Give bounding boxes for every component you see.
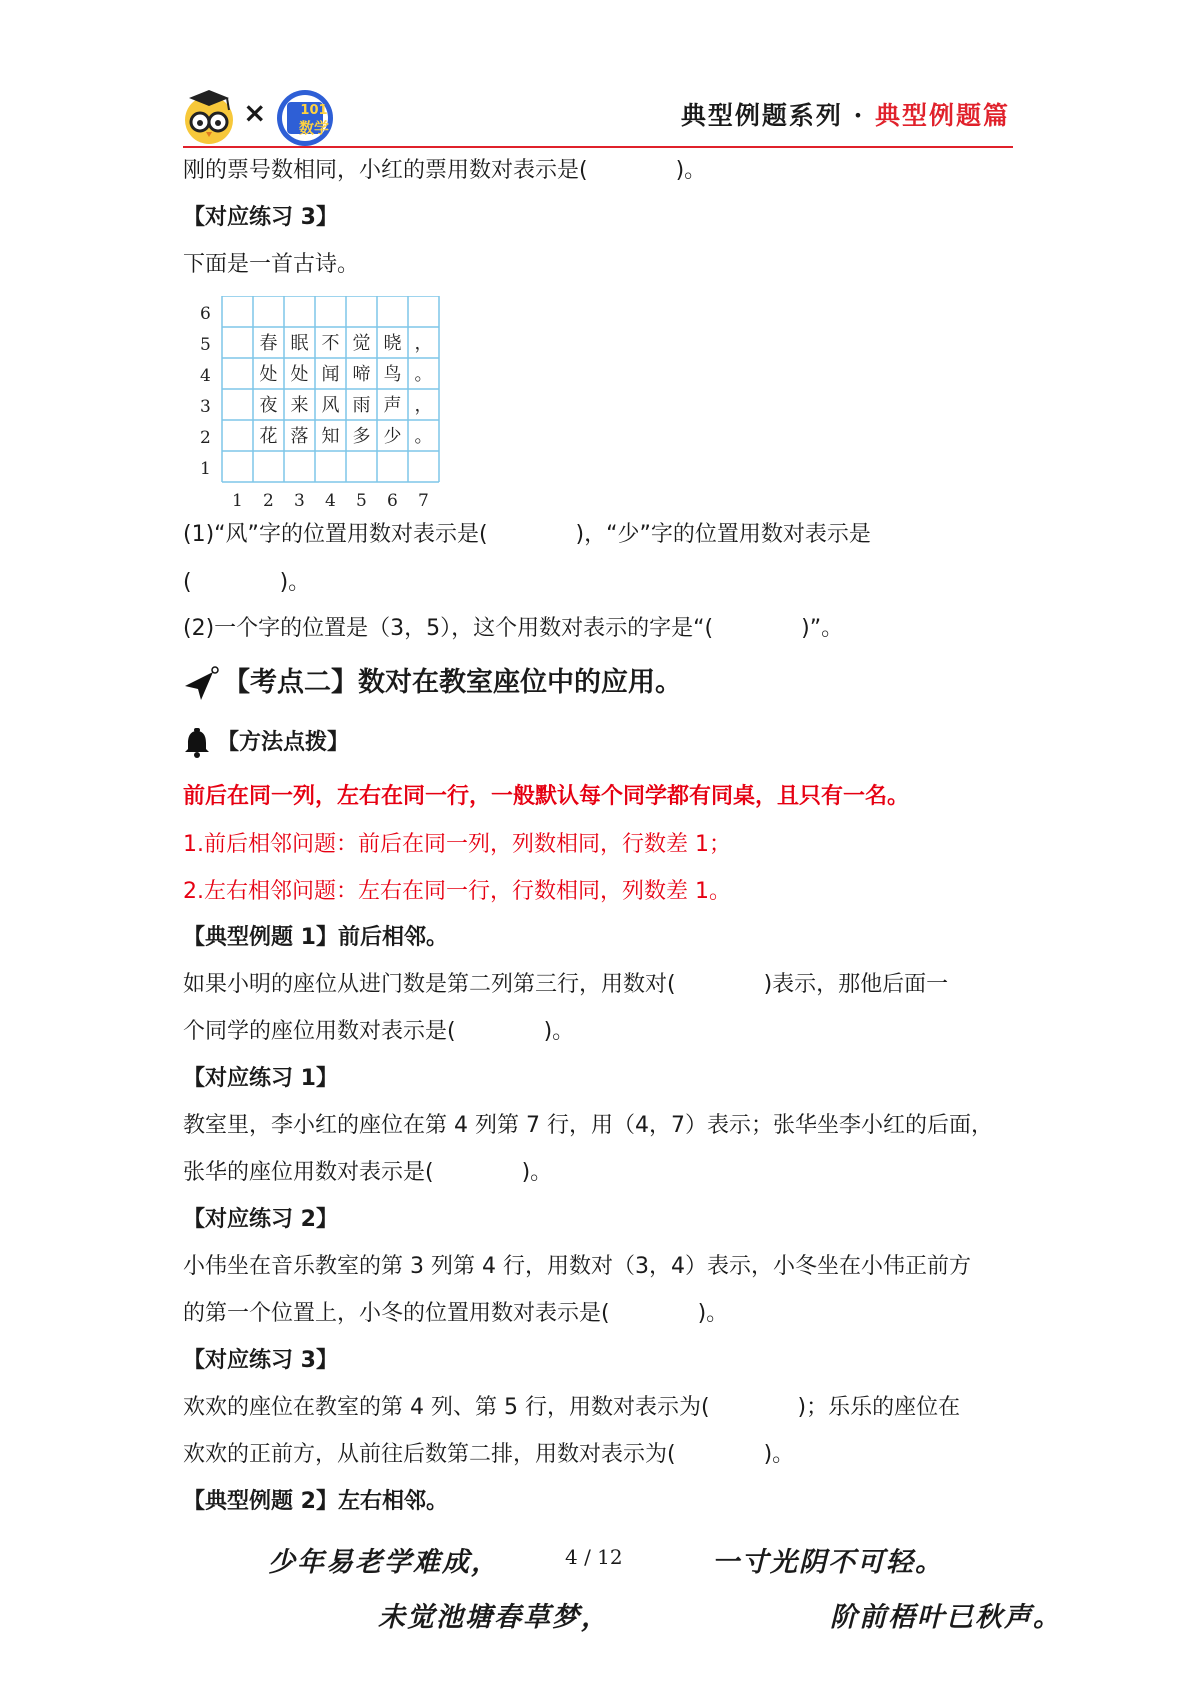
- row-label: 3: [200, 397, 211, 417]
- poem-character: 夜: [259, 395, 278, 416]
- example-title: 【典型例题 1】前后相邻。: [183, 925, 448, 950]
- column-label: 3: [294, 491, 305, 506]
- column-label: 7: [418, 491, 429, 506]
- poem-character: ，: [414, 395, 433, 416]
- row-label: 1: [200, 459, 211, 479]
- question-1: (1)“风”字的位置用数对表示是( )，“少”字的位置用数对表示是: [183, 522, 871, 547]
- practice-text: 欢欢的正前方，从前往后数第二排，用数对表示为( )。: [183, 1442, 795, 1467]
- poem-character: 眠: [290, 333, 309, 354]
- rule-2: 2.左右相邻问题：左右在同一行，行数相同，列数差 1。: [183, 879, 731, 904]
- header-series: 典型例题系列 ·: [680, 101, 875, 130]
- poem-character: 春: [259, 333, 278, 354]
- example-text: 如果小明的座位从进门数是第二列第三行，用数对( )表示，那他后面一: [183, 972, 949, 997]
- section-heading: [183, 665, 682, 702]
- question-1-cont: ( )。: [183, 570, 311, 595]
- bell-icon: [183, 728, 211, 758]
- column-label: 4: [325, 491, 336, 506]
- header-divider: [183, 146, 1013, 148]
- section-title: 【考点二】数对在教室座位中的应用。: [223, 667, 682, 698]
- column-label: 1: [232, 491, 243, 506]
- practice-text: 小伟坐在音乐教室的第 3 列第 4 行，用数对（3，4）表示，小冬坐在小伟正前方: [183, 1254, 971, 1279]
- footer-poem-line: 阶前梧叶已秋声。: [830, 1602, 1062, 1633]
- poem-character: 少: [383, 426, 402, 447]
- practice-title: 【对应练习 3】: [183, 1348, 338, 1373]
- text-line: 下面是一首古诗。: [183, 252, 360, 277]
- poem-character: 来: [290, 395, 309, 416]
- logo-badge-number: 101: [300, 103, 328, 118]
- row-label: 5: [200, 335, 211, 355]
- practice-text: 教室里，李小红的座位在第 4 列第 7 行，用（4，7）表示；张华坐李小红的后面，: [183, 1113, 993, 1138]
- practice-text: 欢欢的座位在教室的第 4 列、第 5 行，用数对表示为( )；乐乐的座位在: [183, 1395, 961, 1420]
- poem-character: 鸟: [383, 364, 402, 385]
- poem-character: 闻: [321, 364, 340, 385]
- logo-badge-text: 数学: [298, 119, 329, 137]
- poem-character: 落: [290, 426, 309, 447]
- poem-character: 雨: [352, 395, 371, 416]
- poem-character: 晓: [383, 333, 402, 354]
- poem-character: 啼: [352, 364, 371, 385]
- poem-character: 觉: [352, 333, 371, 354]
- poem-character: 花: [259, 426, 278, 447]
- poem-character: 不: [321, 333, 340, 354]
- poem-character: 处: [290, 364, 309, 385]
- poem-character: 知: [321, 426, 340, 447]
- example-text: 个同学的座位用数对表示是( )。: [183, 1019, 575, 1044]
- practice-text: 的第一个位置上，小冬的位置用数对表示是( )。: [183, 1301, 729, 1326]
- column-label: 2: [263, 491, 274, 506]
- row-label: 6: [200, 304, 211, 324]
- logo-times-sign: ×: [243, 96, 267, 129]
- method-title: 【方法点拨】: [217, 730, 350, 755]
- footer-poem-line: 少年易老学难成，: [268, 1547, 500, 1578]
- row-label: 2: [200, 428, 211, 448]
- poem-grid-svg: [198, 296, 458, 506]
- header-title: [681, 96, 1010, 132]
- practice-text: 张华的座位用数对表示是( )。: [183, 1160, 553, 1185]
- practice-title: 【对应练习 1】: [183, 1066, 338, 1091]
- column-label: 6: [387, 491, 398, 506]
- practice-title: 【对应练习 2】: [183, 1207, 338, 1232]
- navigation-arrow-icon: [183, 666, 219, 702]
- poem-character: 处: [259, 364, 278, 385]
- footer-poem-line: 未觉池塘春草梦，: [378, 1602, 610, 1633]
- question-2: (2)一个字的位置是（3，5），这个用数对表示的字是“( )”。: [183, 616, 844, 641]
- header-chapter: 典型例题篇: [874, 101, 1010, 130]
- poem-character: 。: [414, 426, 433, 447]
- column-label: 5: [356, 491, 367, 506]
- method-heading: [183, 728, 349, 758]
- rule-summary: 前后在同一列，左右在同一行，一般默认每个同学都有同桌，且只有一名。: [183, 784, 910, 809]
- poem-grid: [198, 296, 458, 506]
- poem-character: 风: [321, 395, 340, 416]
- poem-character: ，: [414, 333, 433, 354]
- text-line: 刚的票号数相同，小红的票用数对表示是( )。: [183, 158, 707, 183]
- example-title: 【典型例题 2】左右相邻。: [183, 1489, 448, 1514]
- page-number: 4 / 12: [565, 1545, 623, 1569]
- poem-character: 。: [414, 364, 433, 385]
- row-label: 4: [200, 366, 211, 386]
- practice-title: 【对应练习 3】: [183, 205, 338, 230]
- rule-1: 1.前后相邻问题：前后在同一列，列数相同，行数差 1；: [183, 832, 731, 857]
- poem-character: 声: [383, 395, 402, 416]
- footer-poem-line: 一寸光阴不可轻。: [712, 1547, 944, 1578]
- poem-character: 多: [352, 426, 371, 447]
